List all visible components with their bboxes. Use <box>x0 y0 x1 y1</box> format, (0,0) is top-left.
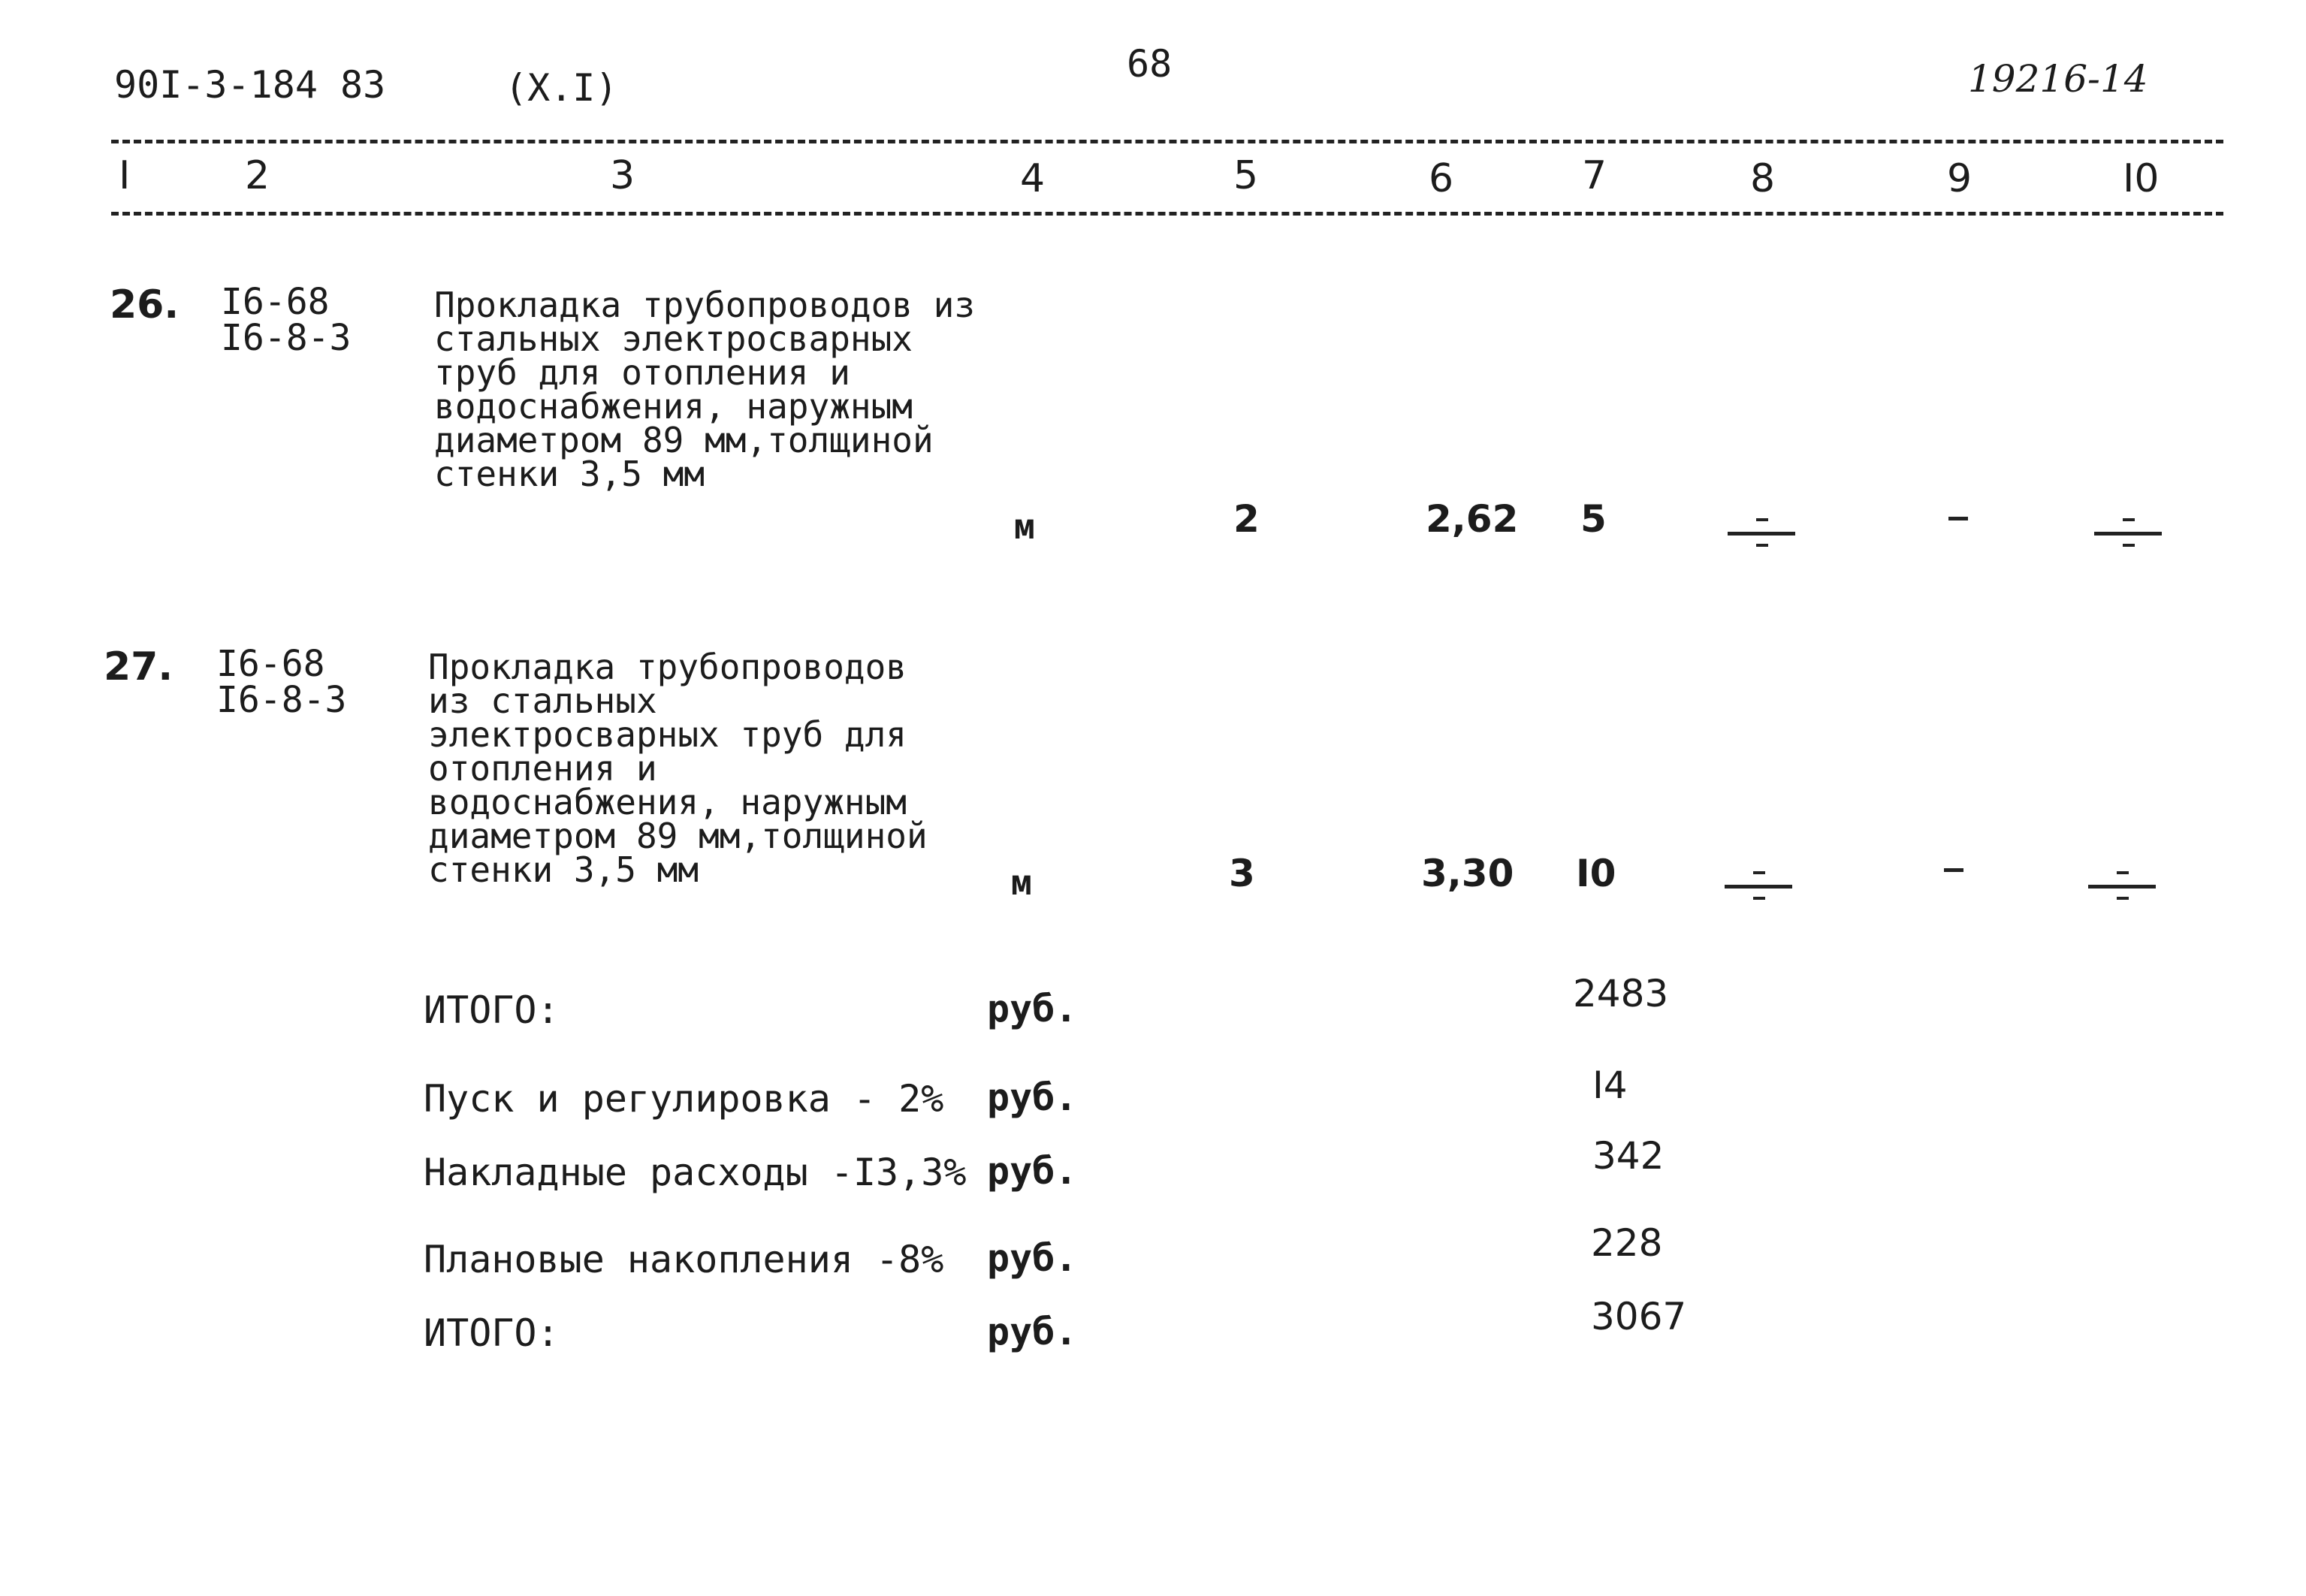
norm-code-sub: I6-8-3 <box>221 317 352 359</box>
column-header-5: 5 <box>1233 153 1259 198</box>
column-header-10: I0 <box>2123 156 2160 201</box>
row-number: 27. <box>104 644 174 689</box>
column-header-3: 3 <box>610 153 635 198</box>
summary-value: 228 <box>1591 1221 1663 1265</box>
column-header-6: 6 <box>1429 156 1454 201</box>
column-header-1: I <box>119 153 131 198</box>
summary-value: 3067 <box>1591 1295 1687 1338</box>
summary-unit: руб. <box>987 1310 1078 1353</box>
summary-label: Плановые накопления -8% <box>424 1238 944 1281</box>
header-bottom-rule <box>111 212 2223 216</box>
document-code: 90I-3-184 83 <box>114 63 386 107</box>
archive-number: 19216-14 <box>1968 57 2148 101</box>
total-cost: 5 <box>1580 497 1607 541</box>
summary-value: I4 <box>1592 1063 1628 1107</box>
summary-unit: руб. <box>987 1149 1078 1193</box>
unit: м <box>1014 506 1035 547</box>
norm-code-sub: I6-8-3 <box>216 679 347 721</box>
summary-label: Накладные расходы -I3,3% <box>424 1151 967 1194</box>
summary-value: 2483 <box>1573 972 1669 1015</box>
unit-price: 2,62 <box>1426 497 1519 541</box>
column-header-2: 2 <box>245 153 270 198</box>
summary-unit: руб. <box>987 1236 1078 1280</box>
unit: м <box>1011 862 1032 903</box>
column-header-7: 7 <box>1582 153 1607 198</box>
summary-unit: руб. <box>987 987 1078 1030</box>
quantity: 2 <box>1233 497 1260 541</box>
summary-label: ИТОГО: <box>424 988 560 1032</box>
row-number: 26. <box>110 282 180 327</box>
summary-value: 342 <box>1592 1134 1665 1178</box>
summary-label: ИТОГО: <box>424 1311 560 1355</box>
dash-mark <box>1948 517 1968 520</box>
column-header-4: 4 <box>1020 156 1046 201</box>
nil-mark <box>1728 518 1795 548</box>
section-label: (X.I) <box>505 66 618 110</box>
total-cost: I0 <box>1576 852 1616 895</box>
work-description: Прокладка трубопроводов из стальных электросварных труб для отопления и водоснабжения, наружным диаметром 89 мм,толщиной стенки 3,5 мм <box>434 285 976 495</box>
column-header-8: 8 <box>1750 156 1776 201</box>
header-top-rule <box>111 140 2223 143</box>
summary-label: Пуск и регулировка - 2% <box>424 1077 944 1121</box>
norm-code: I6-68 <box>221 281 330 323</box>
summary-unit: руб. <box>987 1076 1078 1119</box>
work-description: Прокладка трубопроводов из стальных электросварных труб для отопления и водоснабжения, наружным диаметром 89 мм,толщиной стенки 3,5 мм <box>428 647 928 891</box>
column-header-9: 9 <box>1947 156 1972 201</box>
quantity: 3 <box>1229 852 1255 895</box>
dash-mark <box>1944 868 1963 872</box>
nil-mark <box>2094 518 2162 548</box>
nil-mark <box>1725 871 1792 901</box>
unit-price: 3,30 <box>1421 852 1514 895</box>
nil-mark <box>2088 871 2156 901</box>
norm-code: I6-68 <box>216 643 325 685</box>
page-number: 68 <box>1127 42 1173 86</box>
